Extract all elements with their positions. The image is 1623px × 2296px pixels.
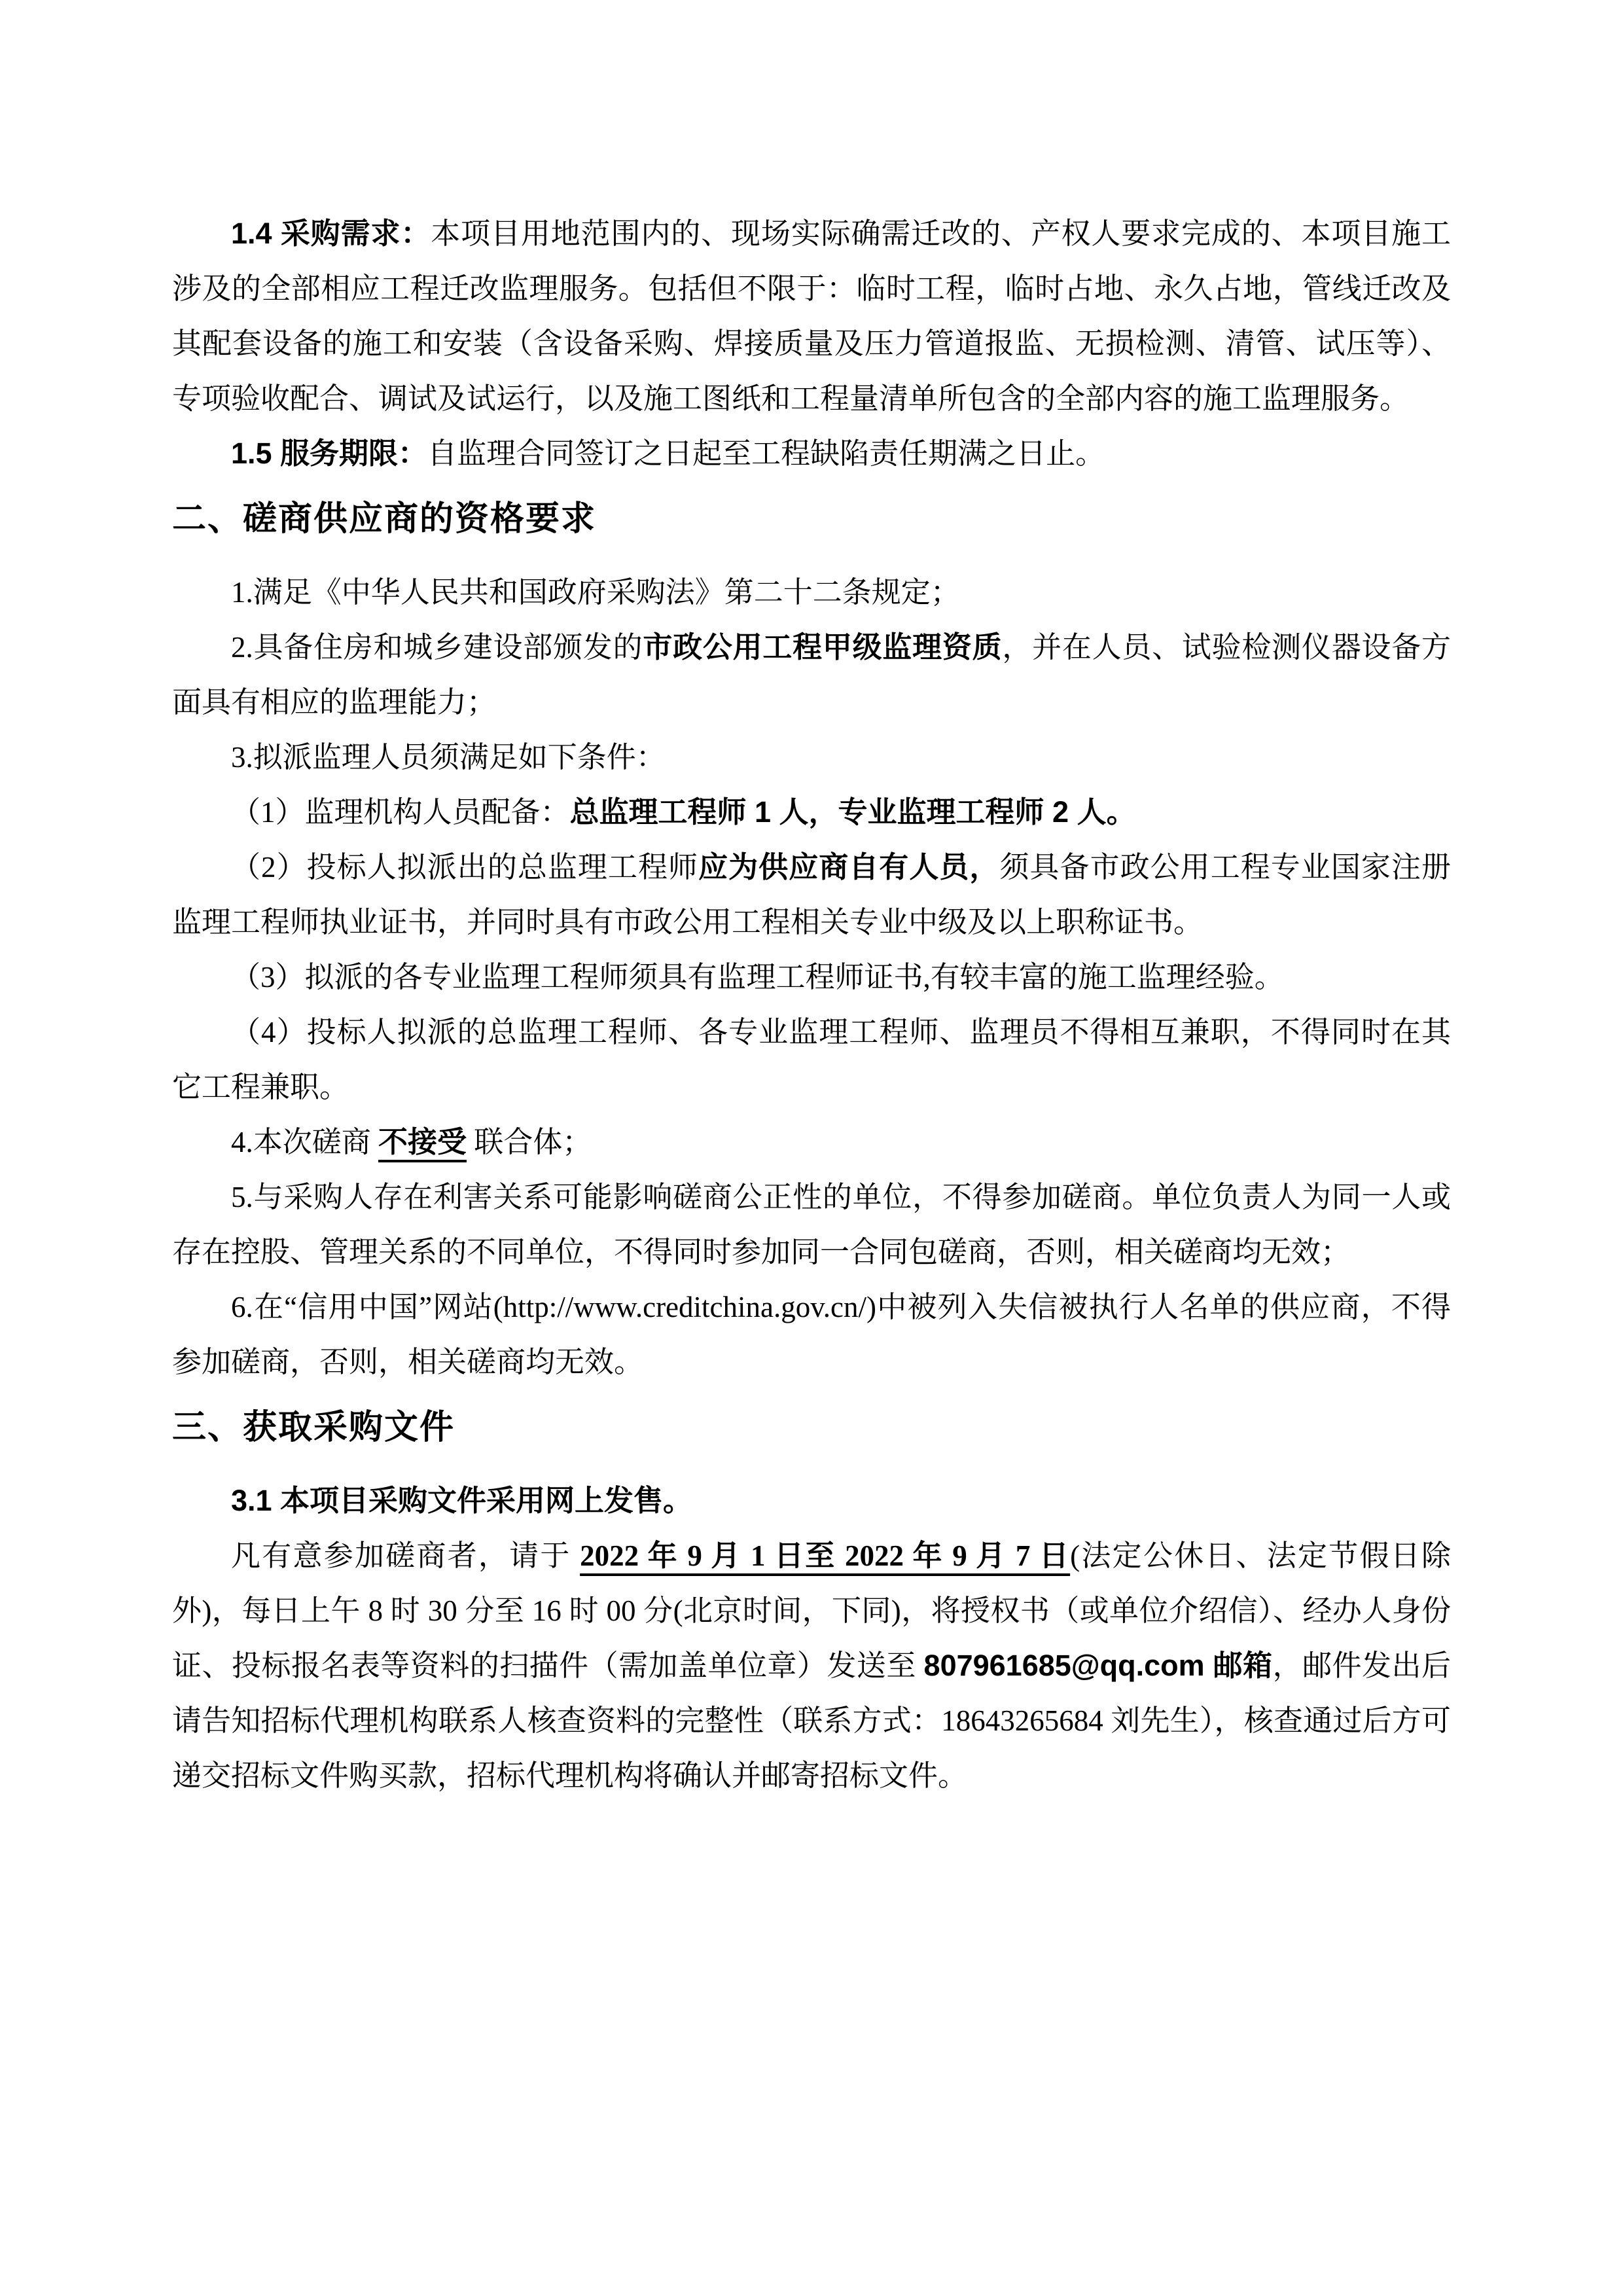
text-segment: 3.1 本项目采购文件采用网上发售。 bbox=[231, 1484, 693, 1517]
text-segment: 807961685@qq.com 邮箱 bbox=[923, 1649, 1273, 1682]
body-paragraph bbox=[172, 950, 1451, 1005]
body-paragraph bbox=[172, 730, 1451, 785]
text-segment: 凡有意参加磋商者，请于 bbox=[231, 1539, 580, 1572]
text-segment: 三、获取采购文件 bbox=[172, 1408, 455, 1446]
body-paragraph bbox=[172, 1280, 1451, 1390]
body-paragraph bbox=[172, 206, 1451, 426]
body-paragraph bbox=[172, 1115, 1451, 1170]
body-paragraph bbox=[172, 1528, 1451, 1803]
body-paragraph bbox=[172, 1170, 1451, 1280]
text-segment: （2）投标人拟派出的总监理工程师 bbox=[231, 851, 699, 884]
text-segment: 6.在“信用中国”网站 bbox=[231, 1291, 493, 1323]
url-text: (http://www.creditchina.gov.cn/) bbox=[493, 1291, 877, 1323]
body-paragraph bbox=[172, 620, 1451, 730]
text-segment: 不接受 bbox=[378, 1125, 467, 1158]
body-paragraph bbox=[172, 1473, 1451, 1528]
text-segment: 5.与采购人存在利害关系可能影响磋商公正性的单位，不得参加磋商。单位负责人为同一人或存在控股、管理关系的不同单位，不得同时参加同一合同包磋商，否则，相关磋商均无效； bbox=[172, 1181, 1451, 1268]
body-paragraph bbox=[172, 1005, 1451, 1115]
text-segment: 自监理合同签订之日起至工程缺陷责任期满之日止。 bbox=[427, 437, 1105, 470]
text-segment: 须具备市政公用工程专业国家注册监理工程师执业证书，并同时具有市政公用工程相关专业中级及以上职称证书。 bbox=[172, 851, 1451, 939]
text-segment: 1.5 服务期限： bbox=[231, 437, 428, 470]
text-segment: 4.本次磋商 bbox=[231, 1126, 379, 1158]
text-segment: 总监理工程师 1 人，专业监理工程师 2 人。 bbox=[569, 795, 1136, 829]
text-segment: 3.拟派监理人员须满足如下条件： bbox=[231, 741, 666, 774]
text-segment: 2022 年 9 月 1 日至 2022 年 9 月 7 日 bbox=[580, 1539, 1071, 1572]
body-paragraph bbox=[172, 426, 1451, 481]
body-paragraph bbox=[172, 785, 1451, 840]
text-segment: 1.4 采购需求： bbox=[231, 217, 431, 250]
text-segment: 1.满足《中华人民共和国政府采购法》第二十二条规定； bbox=[231, 576, 960, 609]
text-segment: （3）拟派的各专业监理工程师须具有监理工程师证书,有较丰富的施工监理经验。 bbox=[231, 961, 1284, 994]
text-segment: (法定公休日、法定节假日除外)，每日上午 8 时 30 分至 16 时 00 分(北京时间，下同)，将授权书（或单位介绍信）、经办人身份证、投标报名表等资料的扫描件（需加盖单位章）发送至 bbox=[172, 1539, 1451, 1682]
text-segment: 市政公用工程甲级监理资质 bbox=[643, 630, 1003, 664]
text-segment: 联合体； bbox=[467, 1126, 592, 1158]
section-heading bbox=[172, 1395, 1451, 1460]
text-segment: （1）监理机构人员配备： bbox=[231, 796, 570, 829]
text-segment: 中被列入失信被执行人名单的供应商，不得参加磋商，否则，相关磋商均无效。 bbox=[172, 1291, 1451, 1378]
text-segment: 应为供应商自有人员， bbox=[698, 850, 1000, 884]
document-content bbox=[172, 206, 1451, 1803]
body-paragraph bbox=[172, 565, 1451, 620]
text-segment: （4）投标人拟派的总监理工程师、各专业监理工程师、监理员不得相互兼职，不得同时在其它工程兼职。 bbox=[172, 1016, 1451, 1103]
text-segment: 本项目用地范围内的、现场实际确需迁改的、产权人要求完成的、本项目施工涉及的全部相应工程迁改监理服务。包括但不限于：临时工程，临时占地、永久占地，管线迁改及其配套设备的施工和安装（含设备采购、焊接质量及压力管道报监、无损检测、清管、试压等）、专项验收配合、调试及试运行，以及施工图纸和工程量清单所包含的全部内容的施工监理服务。 bbox=[172, 217, 1451, 415]
text-segment: ，并在人员、试验检测仪器设备方面具有相应的监理能力； bbox=[172, 631, 1451, 719]
text-segment: 2.具备住房和城乡建设部颁发的 bbox=[231, 631, 643, 664]
text-segment: 二、磋商供应商的资格要求 bbox=[172, 500, 597, 538]
text-segment: ，邮件发出后请告知招标代理机构联系人核查资料的完整性（联系方式：18643265684 刘先生），核查通过后方可递交招标文件购买款，招标代理机构将确认并邮寄招标文件。 bbox=[172, 1649, 1451, 1792]
section-heading bbox=[172, 486, 1451, 552]
body-paragraph bbox=[172, 840, 1451, 950]
